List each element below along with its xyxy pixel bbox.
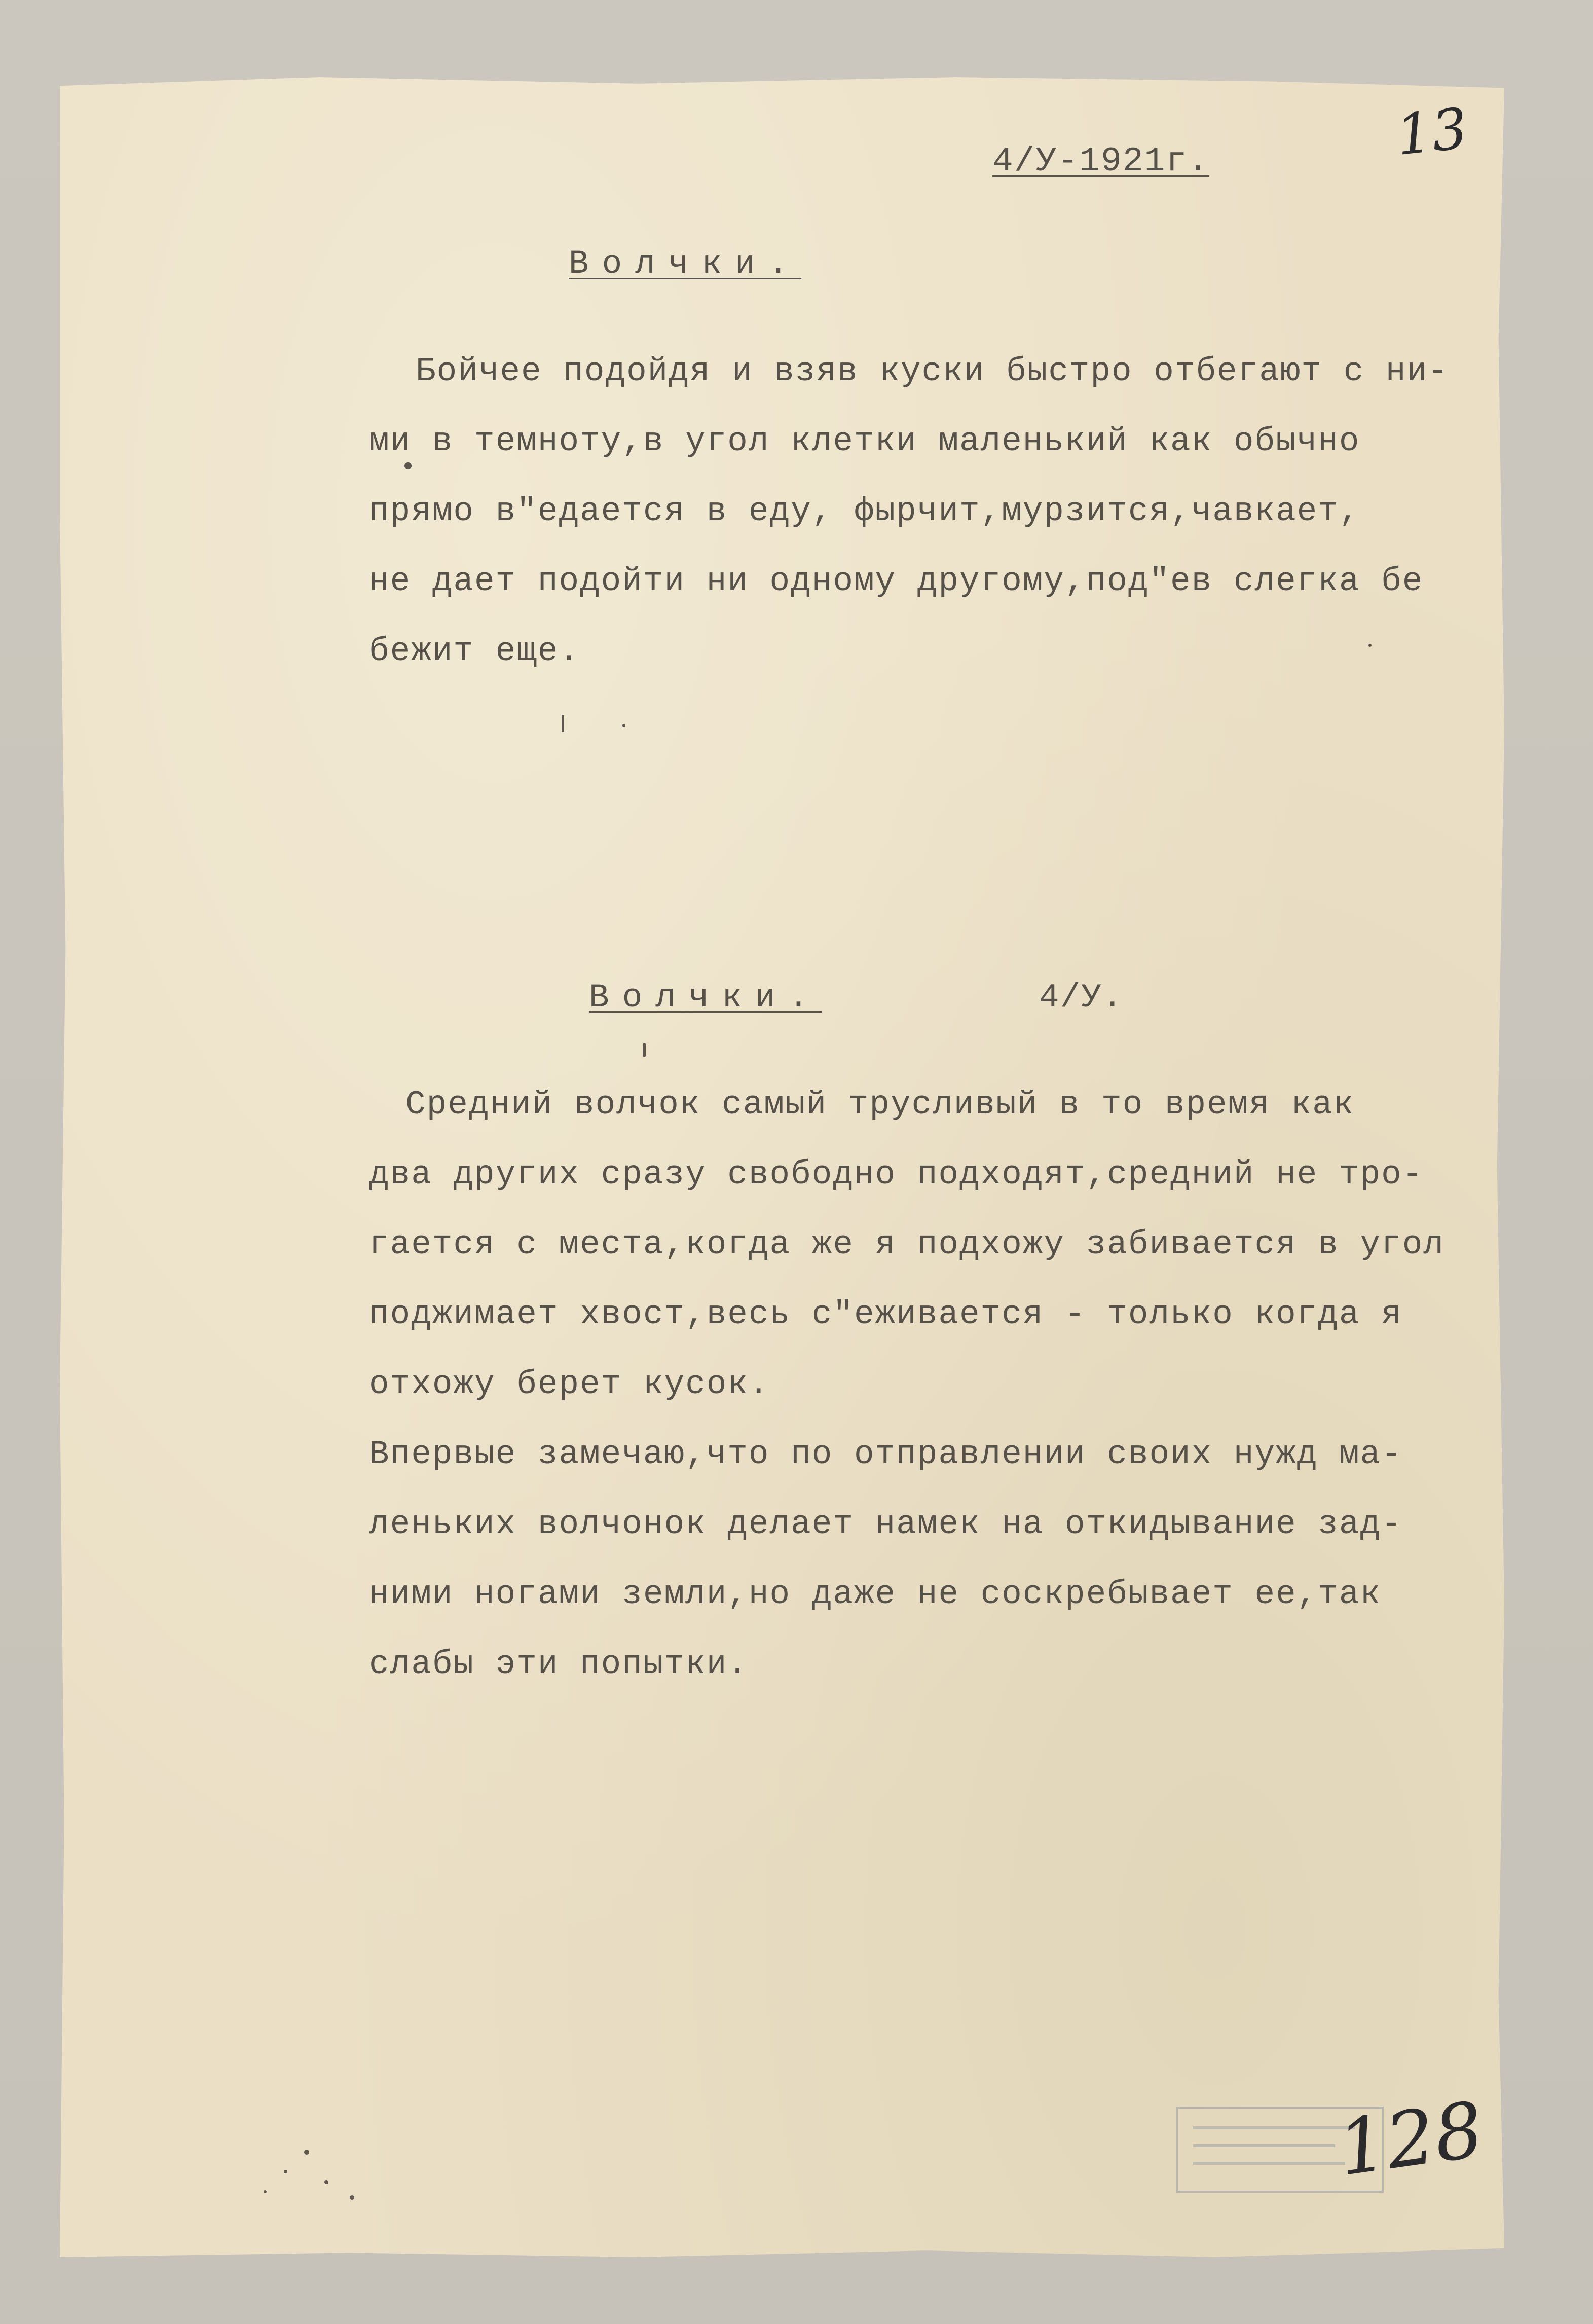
entry1-heading: Волчки.: [569, 245, 802, 283]
entry1-line: ми в темноту,в угол клетки маленький как обычно: [369, 422, 1360, 460]
entry2-line: ними ногами земли,но даже не соскребывает ее,так: [369, 1575, 1382, 1613]
entry1-line: Бойчее подойдя и взяв куски быстро отбегают с ни-: [416, 352, 1449, 390]
entry1-line: прямо в"едается в еду, фырчит,мурзится,чавкает,: [369, 492, 1360, 530]
document-date: 4/У-1921г.: [992, 142, 1210, 181]
entry2-line: Средний волчок самый трусливый в то время как: [405, 1085, 1355, 1123]
entry2-line: леньких волчонок делает намек на откидывание зад-: [369, 1505, 1402, 1543]
entry2-date: 4/У.: [1039, 978, 1124, 1016]
entry1-line: не дает подойти ни одному другому,под"ев слегка бе: [369, 562, 1424, 600]
entry2-line: два других сразу свободно подходят,средний не тро-: [369, 1155, 1424, 1193]
entry2-line: Впервые замечаю,что по отправлении своих нужд ма-: [369, 1435, 1402, 1473]
entry2-line: поджимает хвост,весь с"еживается - только когда я: [369, 1295, 1402, 1333]
entry2-heading: Волчки.: [589, 978, 822, 1016]
page-number: 13: [1393, 96, 1471, 168]
archive-number: 128: [1332, 2085, 1489, 2194]
entry2-line: отхожу берет кусок.: [369, 1365, 770, 1403]
entry2-line: слабы эти попытки.: [369, 1645, 749, 1683]
entry2-line: гается с места,когда же я подхожу забивается в угол: [369, 1225, 1444, 1263]
entry1-line: бежит еще.: [369, 632, 580, 670]
